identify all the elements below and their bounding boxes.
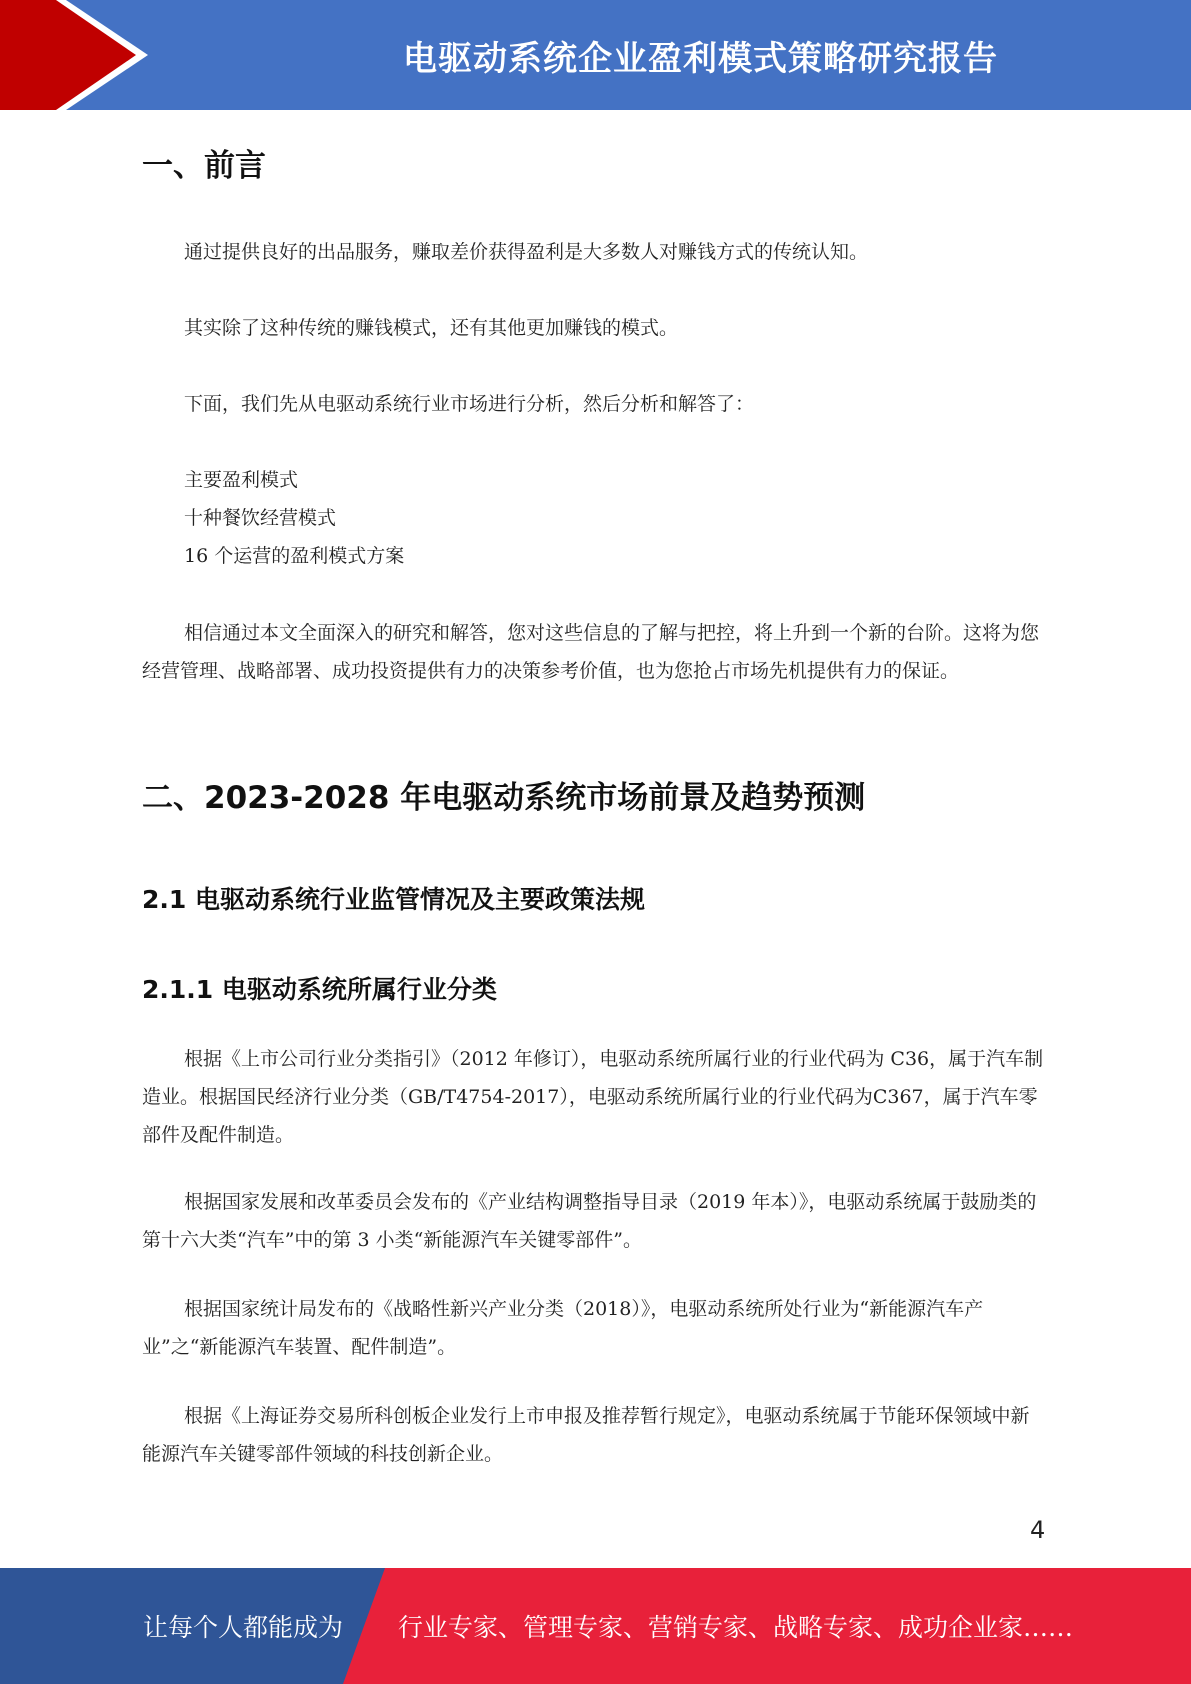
paragraph: 下面，我们先从电驱动系统行业市场进行分析，然后分析和解答了： — [184, 393, 755, 415]
report-title: 电驱动系统企业盈利模式策略研究报告 — [403, 38, 998, 79]
paragraph: 通过提供良好的出品服务，赚取差价获得盈利是大多数人对赚钱方式的传统认知。 — [184, 241, 869, 263]
paragraph: 根据《上海证券交易所科创板企业发行上市申报及推荐暂行规定》，电驱动系统属于节能环保领域中新能源汽车关键零部件领域的科技创新企业。 — [142, 1405, 1030, 1465]
page-footer — [0, 1568, 1191, 1684]
paragraph: 根据国家统计局发布的《战略性新兴产业分类（2018）》，电驱动系统所处行业为“新能源汽车产业”之“新能源汽车装置、配件制造”。 — [142, 1298, 984, 1358]
subsection-heading: 2.1.1 电驱动系统所属行业分类 — [142, 975, 497, 1004]
list-item: 16 个运营的盈利模式方案 — [184, 545, 405, 567]
section-heading-preface: 一、前言 — [142, 148, 266, 184]
footer-slogan-left: 让每个人都能成为 — [143, 1613, 344, 1642]
paragraph: 根据国家发展和改革委员会发布的《产业结构调整指导目录（2019 年本）》，电驱动系统属于鼓励类的第十六大类“汽车”中的第 3 小类“新能源汽车关键零部件”。 — [142, 1191, 1037, 1251]
list-item: 主要盈利模式 — [184, 469, 299, 491]
footer-slogan-right: 行业专家、管理专家、营销专家、战略专家、成功企业家…… — [398, 1613, 1074, 1642]
list-item: 十种餐饮经营模式 — [184, 507, 337, 529]
page-header — [0, 0, 1191, 110]
paragraph: 相信通过本文全面深入的研究和解答，您对这些信息的了解与把控，将上升到一个新的台阶。这将为您经营管理、战略部署、成功投资提供有力的决策参考价值，也为您抢占市场先机提供有力的保证。 — [142, 622, 1040, 682]
section-heading-forecast: 二、2023-2028 年电驱动系统市场前景及趋势预测 — [142, 780, 866, 816]
paragraph: 其实除了这种传统的赚钱模式，还有其他更加赚钱的模式。 — [184, 317, 679, 339]
page-number: 4 — [1030, 1516, 1046, 1544]
subsection-heading: 2.1 电驱动系统行业监管情况及主要政策法规 — [142, 885, 645, 914]
paragraph: 根据《上市公司行业分类指引》（2012 年修订），电驱动系统所属行业的行业代码为 C36，属于汽车制造业。根据国民经济行业分类（GB/T4754-2017），电驱动系统所属行业的行业代码为C367，属于汽车零部件及配件制造。 — [142, 1048, 1044, 1146]
